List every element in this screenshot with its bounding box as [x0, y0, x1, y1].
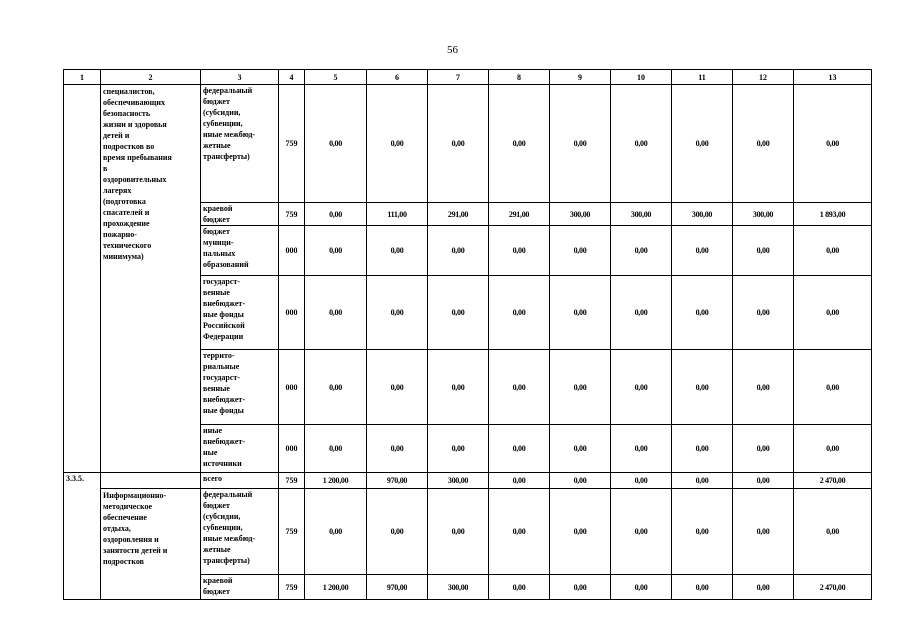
- budget-code: 759: [279, 575, 305, 600]
- amount-cell: 300,00: [428, 575, 489, 600]
- measure-name: Информационно- методическое обеспечение отдыха, оздоровления и занятости детей и подростков: [101, 489, 201, 600]
- amount-cell: 0,00: [489, 575, 550, 600]
- amount-cell: 0,00: [733, 489, 794, 575]
- amount-cell: 0,00: [794, 350, 872, 425]
- amount-cell: 0,00: [672, 473, 733, 489]
- amount-cell: 0,00: [794, 226, 872, 276]
- budget-code: 000: [279, 350, 305, 425]
- amount-cell: 0,00: [672, 575, 733, 600]
- column-header: 10: [611, 70, 672, 85]
- amount-cell: 0,00: [794, 425, 872, 473]
- amount-cell: 0,00: [428, 425, 489, 473]
- amount-cell: 0,00: [428, 276, 489, 350]
- funding-source: краевой бюджет: [201, 203, 279, 226]
- amount-cell: 0,00: [611, 226, 672, 276]
- column-header: 7: [428, 70, 489, 85]
- amount-cell: 0,00: [489, 473, 550, 489]
- amount-cell: 300,00: [550, 203, 611, 226]
- column-header: 2: [101, 70, 201, 85]
- table-row: [64, 489, 872, 575]
- amount-cell: 291,00: [489, 203, 550, 226]
- amount-cell: 2 470,00: [794, 473, 872, 489]
- amount-cell: 0,00: [611, 350, 672, 425]
- amount-cell: 0,00: [550, 226, 611, 276]
- column-header: 6: [367, 70, 428, 85]
- amount-cell: 300,00: [733, 203, 794, 226]
- amount-cell: 0,00: [367, 85, 428, 203]
- budget-code: 759: [279, 203, 305, 226]
- amount-cell: 0,00: [367, 489, 428, 575]
- budget-code: 000: [279, 425, 305, 473]
- amount-cell: 0,00: [733, 473, 794, 489]
- amount-cell: 0,00: [794, 276, 872, 350]
- budget-code: 759: [279, 473, 305, 489]
- amount-cell: 0,00: [305, 276, 367, 350]
- amount-cell: 0,00: [672, 350, 733, 425]
- amount-cell: 0,00: [733, 226, 794, 276]
- column-header: 9: [550, 70, 611, 85]
- amount-cell: 0,00: [305, 226, 367, 276]
- amount-cell: 0,00: [672, 489, 733, 575]
- amount-cell: 0,00: [489, 350, 550, 425]
- amount-cell: 0,00: [611, 473, 672, 489]
- amount-cell: 0,00: [489, 226, 550, 276]
- amount-cell: 0,00: [611, 489, 672, 575]
- column-header: 5: [305, 70, 367, 85]
- amount-cell: 0,00: [550, 473, 611, 489]
- column-header: 12: [733, 70, 794, 85]
- column-header: 11: [672, 70, 733, 85]
- budget-code: 759: [279, 85, 305, 203]
- amount-cell: 0,00: [611, 276, 672, 350]
- funding-source: иные внебюджет- ные источники: [201, 425, 279, 473]
- amount-cell: 0,00: [550, 85, 611, 203]
- amount-cell: 0,00: [367, 425, 428, 473]
- amount-cell: 0,00: [611, 425, 672, 473]
- column-header: 3: [201, 70, 279, 85]
- amount-cell: 0,00: [489, 425, 550, 473]
- amount-cell: 0,00: [672, 425, 733, 473]
- row-number: 3.3.5.: [64, 473, 101, 600]
- amount-cell: 300,00: [672, 203, 733, 226]
- funding-source: государст- венные внебюджет- ные фонды Российской Федерации: [201, 276, 279, 350]
- amount-cell: 291,00: [428, 203, 489, 226]
- amount-cell: 0,00: [794, 85, 872, 203]
- budget-code: 759: [279, 489, 305, 575]
- column-header: 4: [279, 70, 305, 85]
- budget-code: 000: [279, 276, 305, 350]
- block-2: [64, 473, 872, 600]
- amount-cell: 0,00: [794, 489, 872, 575]
- amount-cell: 0,00: [550, 350, 611, 425]
- amount-cell: 0,00: [428, 85, 489, 203]
- amount-cell: 0,00: [733, 575, 794, 600]
- measure-name: специалистов, обеспечивающих безопасность жизни и здоровья детей и подростков во время пребывания в оздоровительных лагерях (подготовка спасателей и прохождение пожарно- технического минимума): [101, 85, 201, 473]
- page-number: 56: [447, 44, 458, 56]
- amount-cell: 0,00: [489, 489, 550, 575]
- amount-cell: 0,00: [489, 276, 550, 350]
- amount-cell: 0,00: [367, 226, 428, 276]
- amount-cell: 0,00: [428, 226, 489, 276]
- column-header: 1: [64, 70, 101, 85]
- amount-cell: 300,00: [428, 473, 489, 489]
- amount-cell: 111,00: [367, 203, 428, 226]
- amount-cell: 0,00: [733, 276, 794, 350]
- funding-source: краевой бюджет: [201, 575, 279, 600]
- column-header: 13: [794, 70, 872, 85]
- amount-cell: 1 200,00: [305, 575, 367, 600]
- amount-cell: 0,00: [550, 425, 611, 473]
- block-1: [64, 85, 872, 473]
- amount-cell: 0,00: [305, 85, 367, 203]
- amount-cell: 0,00: [428, 489, 489, 575]
- amount-cell: 0,00: [733, 350, 794, 425]
- amount-cell: 300,00: [611, 203, 672, 226]
- table-row: [64, 473, 872, 489]
- header-row: [64, 70, 872, 85]
- funding-source: федеральный бюджет (субсидии, субвенции, иные межбюд- жетные трансферты): [201, 85, 279, 203]
- amount-cell: 0,00: [733, 425, 794, 473]
- amount-cell: 0,00: [305, 489, 367, 575]
- amount-cell: 0,00: [672, 85, 733, 203]
- amount-cell: 0,00: [611, 575, 672, 600]
- amount-cell: 0,00: [305, 425, 367, 473]
- amount-cell: 0,00: [305, 350, 367, 425]
- column-header: 8: [489, 70, 550, 85]
- measure-name-empty: [101, 473, 201, 489]
- amount-cell: 0,00: [367, 350, 428, 425]
- amount-cell: 2 470,00: [794, 575, 872, 600]
- budget-table: [63, 69, 872, 600]
- funding-source: федеральный бюджет (субсидии, субвенции, иные межбюд- жетные трансферты): [201, 489, 279, 575]
- table-row: [64, 85, 872, 203]
- amount-cell: 0,00: [428, 350, 489, 425]
- amount-cell: 0,00: [489, 85, 550, 203]
- amount-cell: 0,00: [550, 276, 611, 350]
- amount-cell: 0,00: [672, 276, 733, 350]
- funding-source: террито- риальные государст- венные внебюджет- ные фонды: [201, 350, 279, 425]
- amount-cell: 970,00: [367, 473, 428, 489]
- amount-cell: 0,00: [550, 489, 611, 575]
- budget-code: 000: [279, 226, 305, 276]
- amount-cell: 970,00: [367, 575, 428, 600]
- amount-cell: 1 893,00: [794, 203, 872, 226]
- amount-cell: 0,00: [611, 85, 672, 203]
- amount-cell: 0,00: [367, 276, 428, 350]
- funding-source: бюджет муници- пальных образований: [201, 226, 279, 276]
- amount-cell: 0,00: [672, 226, 733, 276]
- amount-cell: 0,00: [305, 203, 367, 226]
- funding-source: всего: [201, 473, 279, 489]
- row-number: [64, 85, 101, 473]
- amount-cell: 0,00: [550, 575, 611, 600]
- amount-cell: 0,00: [733, 85, 794, 203]
- amount-cell: 1 200,00: [305, 473, 367, 489]
